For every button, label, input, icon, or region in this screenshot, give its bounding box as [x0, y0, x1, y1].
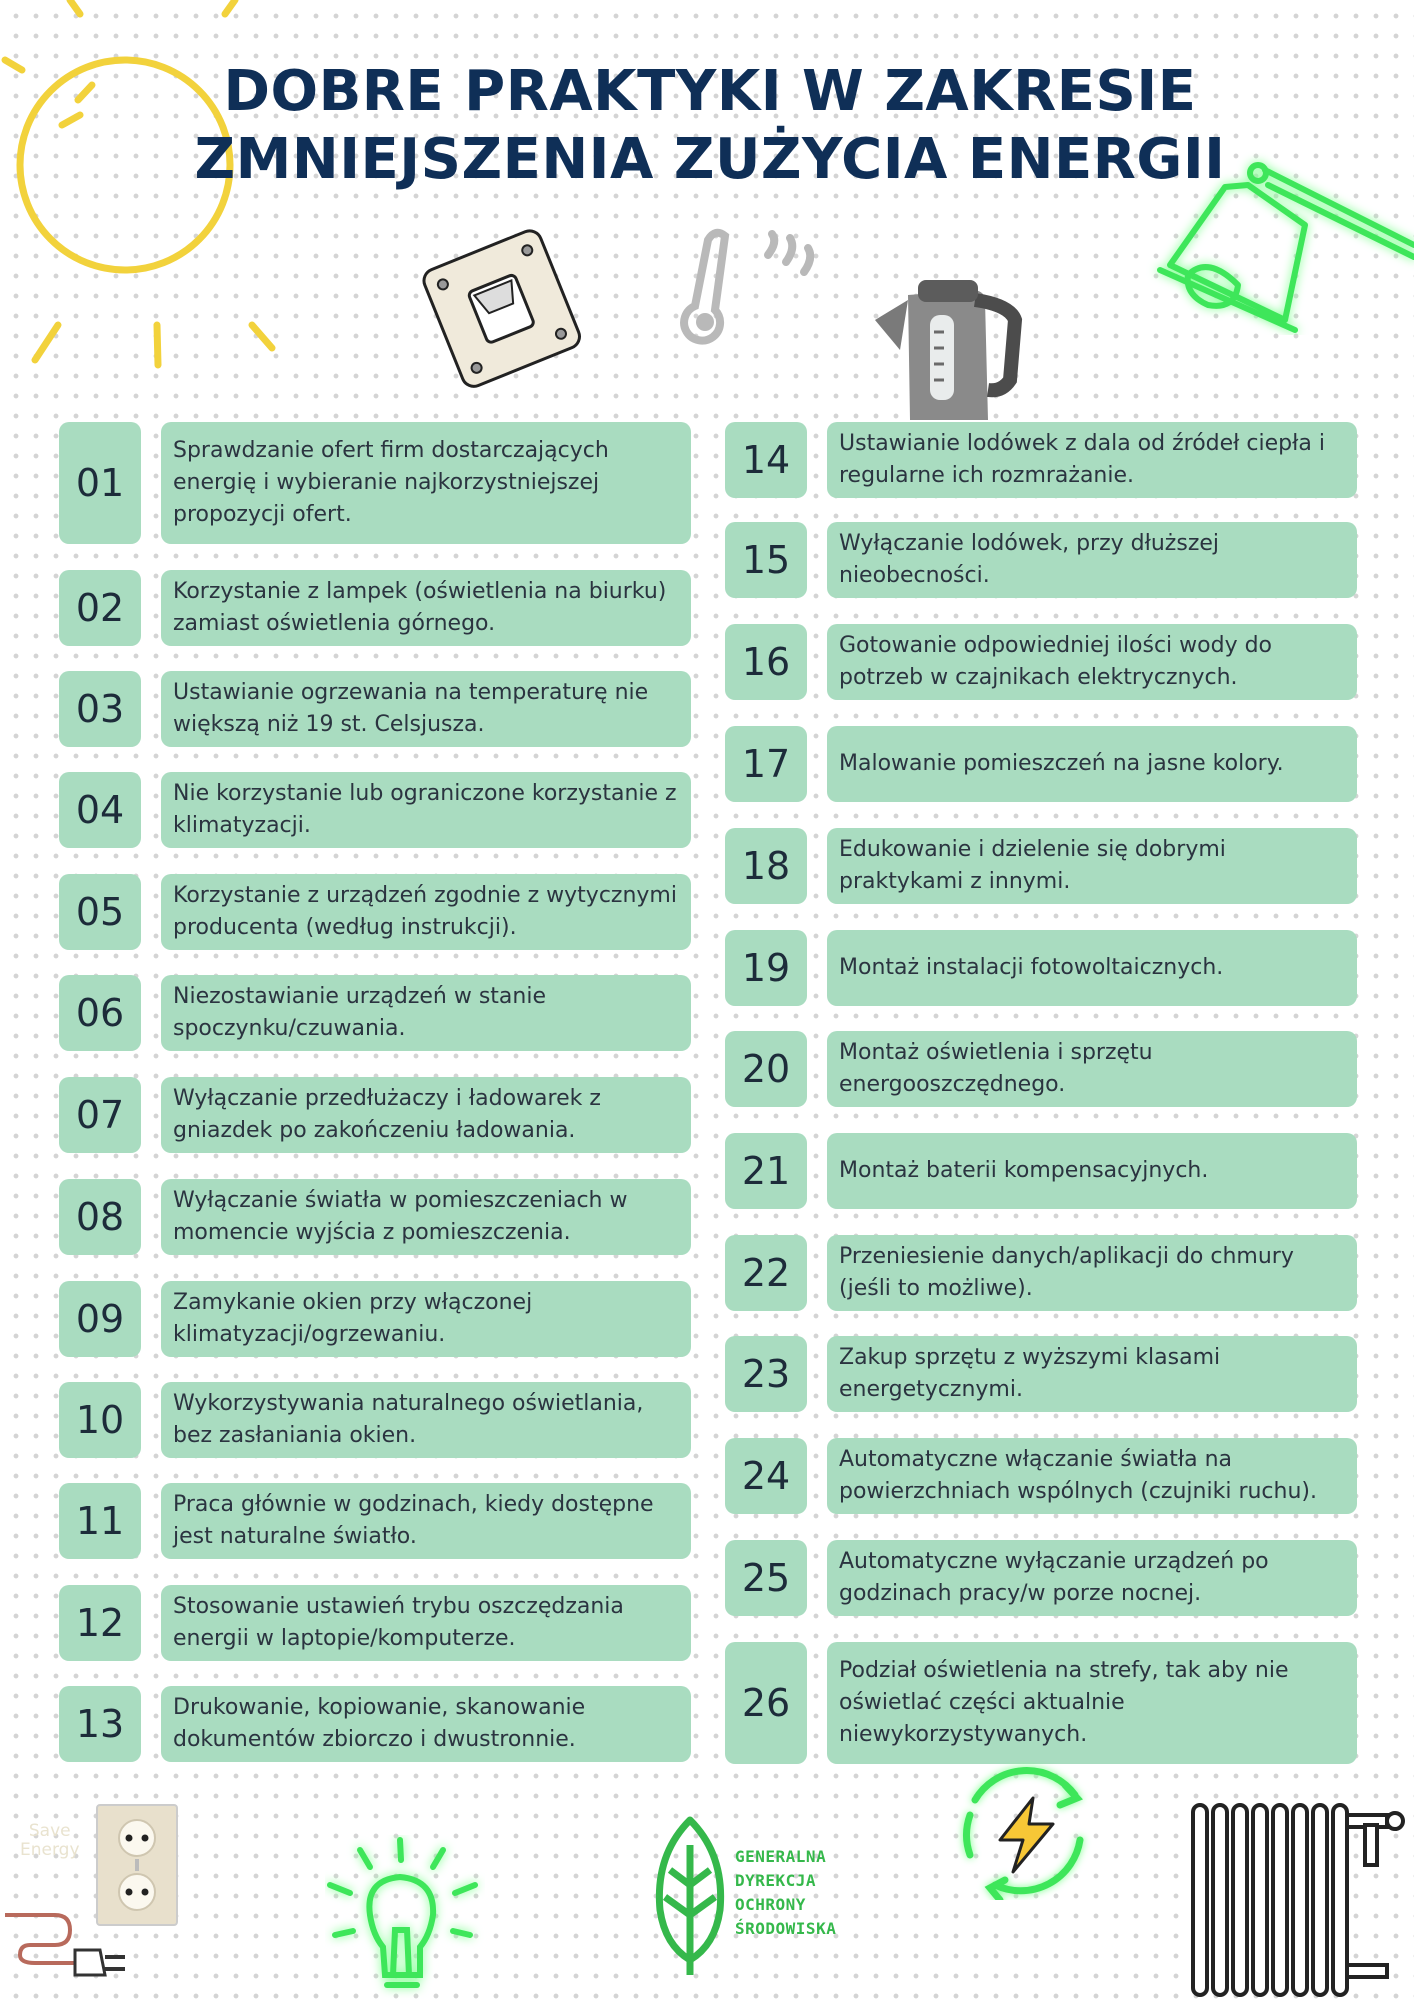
- practice-item-26: [725, 1642, 1357, 1764]
- practice-item-18: [725, 828, 1357, 904]
- practice-item-03: [59, 671, 691, 747]
- practice-text-box: [161, 1483, 691, 1559]
- practice-text: Ustawianie ogrzewania na temperaturę nie większą niż 19 st. Celsjusza.: [173, 680, 649, 737]
- practice-item-16: [725, 624, 1357, 700]
- practice-text: Montaż instalacji fotowoltaicznych.: [839, 955, 1224, 980]
- practice-item-01: [59, 422, 691, 544]
- practice-number: 08: [59, 1179, 141, 1255]
- plug-icon: [0, 1905, 150, 1985]
- practice-text: Stosowanie ustawień trybu oszczędzania energii w laptopie/komputerze.: [173, 1594, 624, 1651]
- practice-number: 19: [725, 930, 807, 1006]
- practice-number: 18: [725, 828, 807, 904]
- practice-item-09: [59, 1281, 691, 1357]
- practice-text-box: [161, 1179, 691, 1255]
- practice-item-11: [59, 1483, 691, 1559]
- practice-item-22: [725, 1235, 1357, 1311]
- practice-text: Drukowanie, kopiowanie, skanowanie dokumentów zbiorczo i dwustronnie.: [173, 1695, 586, 1752]
- practice-item-05: [59, 874, 691, 950]
- logo-leaf-icon: [645, 1815, 735, 1980]
- practice-text: Podział oświetlenia na strefy, tak aby nie oświetlać części aktualnie niewykorzystywanych.: [839, 1658, 1289, 1747]
- practice-text: Wyłączanie przedłużaczy i ładowarek z gniazdek po zakończeniu ładowania.: [173, 1086, 601, 1143]
- practice-text-box: [827, 1336, 1357, 1412]
- practice-item-12: [59, 1585, 691, 1661]
- practice-number: 22: [725, 1235, 807, 1311]
- recycle-energy-icon: [945, 1760, 1105, 1900]
- practice-text: Sprawdzanie ofert firm dostarczających energię i wybieranie najkorzystniejszej propozycji ofert.: [173, 438, 609, 527]
- practice-text: Korzystanie z lampek (oświetlenia na biurku) zamiast oświetlenia górnego.: [173, 579, 667, 636]
- practice-text-box: [827, 1438, 1357, 1514]
- practice-number: 13: [59, 1686, 141, 1762]
- practice-text-box: [827, 1540, 1357, 1616]
- practice-number: 15: [725, 522, 807, 598]
- practice-number: 24: [725, 1438, 807, 1514]
- practice-item-20: [725, 1031, 1357, 1107]
- practice-text-box: [827, 1031, 1357, 1107]
- practice-text-box: [161, 1382, 691, 1458]
- save-energy-watermark: Save Energy: [20, 1821, 80, 1860]
- practice-text-box: [161, 772, 691, 848]
- practice-item-10: [59, 1382, 691, 1458]
- practice-text-box: [161, 1077, 691, 1153]
- practice-text: Praca głównie w godzinach, kiedy dostępne jest naturalne światło.: [173, 1492, 654, 1549]
- practice-text: Montaż oświetlenia i sprzętu energooszczędnego.: [839, 1040, 1153, 1097]
- bulb-icon: [325, 1835, 485, 2000]
- radiator-icon: [1185, 1795, 1414, 2000]
- practice-item-21: [725, 1133, 1357, 1209]
- practice-text-box: [827, 1133, 1357, 1209]
- light-switch-icon: [415, 225, 595, 395]
- practice-item-04: [59, 772, 691, 848]
- practice-number: 10: [59, 1382, 141, 1458]
- practice-text: Przeniesienie danych/aplikacji do chmury (jeśli to możliwe).: [839, 1244, 1294, 1301]
- title-line-2: ZMNIEJSZENIA ZUŻYCIA ENERGII: [194, 127, 1226, 192]
- practice-item-24: [725, 1438, 1357, 1514]
- practice-text: Ustawianie lodówek z dala od źródeł ciepła i regularne ich rozmrażanie.: [839, 431, 1325, 488]
- practice-number: 25: [725, 1540, 807, 1616]
- practice-text-box: [161, 1281, 691, 1357]
- practice-text: Zakup sprzętu z wyższymi klasami energetycznymi.: [839, 1345, 1221, 1402]
- practice-text: Wyłączanie lodówek, przy dłuższej nieobecności.: [839, 531, 1220, 588]
- practice-text: Korzystanie z urządzeń zgodnie z wytycznymi producenta (według instrukcji).: [173, 883, 677, 940]
- practice-number: 14: [725, 422, 807, 498]
- logo-text: [735, 1845, 836, 1941]
- practice-text: Nie korzystanie lub ograniczone korzystanie z klimatyzacji.: [173, 781, 677, 838]
- practice-item-17: [725, 726, 1357, 802]
- practice-item-07: [59, 1077, 691, 1153]
- practice-number: 23: [725, 1336, 807, 1412]
- practice-number: 17: [725, 726, 807, 802]
- practice-item-08: [59, 1179, 691, 1255]
- practice-item-19: [725, 930, 1357, 1006]
- practice-text-box: [161, 671, 691, 747]
- practice-number: 06: [59, 975, 141, 1051]
- practice-text-box: [161, 874, 691, 950]
- practice-number: 02: [59, 570, 141, 646]
- practice-number: 26: [725, 1642, 807, 1764]
- practice-number: 20: [725, 1031, 807, 1107]
- practice-text-box: [827, 930, 1357, 1006]
- practice-text: Wykorzystywania naturalnego oświetlania, bez zasłaniania okien.: [173, 1391, 644, 1448]
- practice-text-box: [827, 1642, 1357, 1764]
- practice-item-15: [725, 522, 1357, 598]
- practice-text-box: [827, 828, 1357, 904]
- practice-text: Automatyczne włączanie światła na powierzchniach wspólnych (czujniki ruchu).: [839, 1447, 1317, 1504]
- logo-text-value: GENERALNA DYREKCJA OCHRONY ŚRODOWISKA: [735, 1847, 837, 1938]
- thermometer-icon: [680, 220, 820, 350]
- practice-text-box: [161, 1686, 691, 1762]
- practice-text: Wyłączanie światła w pomieszczeniach w momencie wyjścia z pomieszczenia.: [173, 1188, 628, 1245]
- practice-number: 03: [59, 671, 141, 747]
- practice-item-14: [725, 422, 1357, 498]
- practice-number: 04: [59, 772, 141, 848]
- practice-text-box: [161, 570, 691, 646]
- page-title: [150, 58, 1270, 194]
- practice-item-02: [59, 570, 691, 646]
- practice-number: 05: [59, 874, 141, 950]
- practice-text: Edukowanie i dzielenie się dobrymi praktykami z innymi.: [839, 837, 1226, 894]
- practice-number: 21: [725, 1133, 807, 1209]
- practice-item-06: [59, 975, 691, 1051]
- practice-item-13: [59, 1686, 691, 1762]
- practice-text: Gotowanie odpowiedniej ilości wody do potrzeb w czajnikach elektrycznych.: [839, 633, 1273, 690]
- practice-text: Malowanie pomieszczeń na jasne kolory.: [839, 751, 1284, 776]
- practice-text-box: [827, 624, 1357, 700]
- practice-text-box: [827, 422, 1357, 498]
- practice-item-23: [725, 1336, 1357, 1412]
- practice-number: 01: [59, 422, 141, 544]
- practice-text-box: [827, 1235, 1357, 1311]
- kettle-icon: [870, 270, 1030, 425]
- practice-text: Niezostawianie urządzeń w stanie spoczynku/czuwania.: [173, 984, 547, 1041]
- practice-text-box: [161, 1585, 691, 1661]
- practice-text-box: [161, 422, 691, 544]
- practice-text-box: [161, 975, 691, 1051]
- practice-number: 11: [59, 1483, 141, 1559]
- practice-number: 12: [59, 1585, 141, 1661]
- practice-text: Zamykanie okien przy włączonej klimatyzacji/ogrzewaniu.: [173, 1290, 533, 1347]
- practice-item-25: [725, 1540, 1357, 1616]
- practice-number: 07: [59, 1077, 141, 1153]
- practice-number: 16: [725, 624, 807, 700]
- practice-text-box: [827, 522, 1357, 598]
- practice-text: Montaż baterii kompensacyjnych.: [839, 1158, 1209, 1183]
- practice-text: Automatyczne wyłączanie urządzeń po godzinach pracy/w porze nocnej.: [839, 1549, 1269, 1606]
- practice-text-box: [827, 726, 1357, 802]
- title-line-1: DOBRE PRAKTYKI W ZAKRESIE: [223, 59, 1197, 124]
- practice-number: 09: [59, 1281, 141, 1357]
